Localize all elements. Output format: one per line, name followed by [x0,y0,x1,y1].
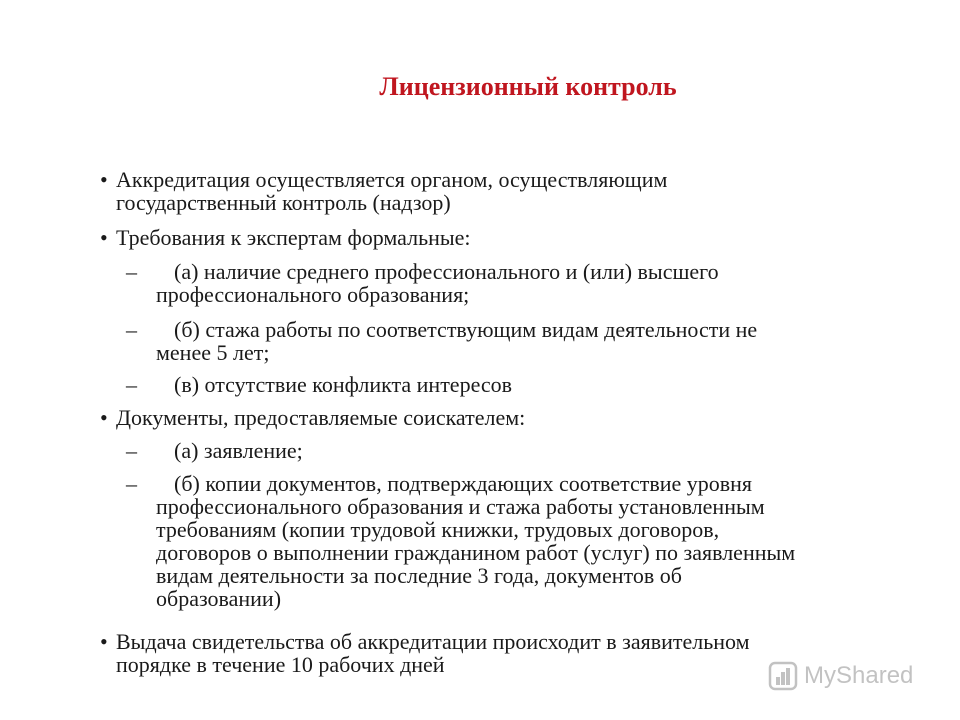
sub-bullet-line [156,472,795,495]
bullet-text [116,168,667,214]
sub-bullet-line: требованиям (копии трудовой книжки, трудовых договоров, [156,517,720,542]
sub-bullet-line: профессионального образования и стажа работы установленным [156,494,765,519]
sub-bullet-line: образовании) [156,586,282,611]
sub-bullet-line-text: (б) копии документов, подтверждающих соответствие уровня [174,471,753,496]
bullet-marker: • [100,167,108,192]
sub-bullet-line-text: (а) заявление; [174,438,303,463]
watermark [768,658,913,694]
dash-marker: – [126,372,137,397]
sub-bullet-line: видам деятельности за последние 3 года, документов об [156,563,682,588]
sub-bullet-line-text: (а) наличие среднего профессионального и (или) высшего [174,259,719,284]
sub-bullet-line [156,318,757,341]
sub-bullet-line: менее 5 лет; [156,340,270,365]
bullet-text [116,226,471,249]
bullet-line: Аккредитация осуществляется органом, осуществляющим [116,167,668,192]
bullet-marker: • [100,225,108,250]
sub-bullet-text [156,439,303,462]
sub-bullet-line: профессионального образования; [156,282,470,307]
dash-marker: – [126,438,137,463]
sub-bullet-line: договоров о выполнении гражданином работ (услуг) по заявленным [156,540,796,565]
bullet-line: Документы, предоставляемые соискателем: [116,405,526,430]
bullet-text [116,406,525,429]
bullet-line: Требования к экспертам формальные: [116,225,471,250]
sub-bullet-text [156,373,512,396]
sub-bullet-line [156,260,719,283]
bullet-text [116,630,750,676]
bullet-line: порядке в течение 10 рабочих дней [116,652,445,677]
bullet-marker: • [100,629,108,654]
watermark-text: MyShared [804,662,914,689]
dash-marker: – [126,317,137,342]
dash-marker: – [126,259,137,284]
sub-bullet-text [156,318,757,364]
sub-bullet-text [156,260,719,306]
sub-bullet-text [156,472,795,610]
bullet-line: Выдача свидетельства об аккредитации происходит в заявительном [116,629,750,654]
bullet-line: государственный контроль (надзор) [116,190,451,215]
sub-bullet-line [156,439,303,462]
slide-title-text: Лицензионный контроль [379,72,677,101]
sub-bullet-line-text: (б) стажа работы по соответствующим видам деятельности не [174,317,758,342]
dash-marker: – [126,471,137,496]
sub-bullet-line [156,373,512,396]
bullet-marker: • [100,405,108,430]
mysharedlogo-icon [768,661,798,691]
sub-bullet-line-text: (в) отсутствие конфликта интересов [174,372,513,397]
